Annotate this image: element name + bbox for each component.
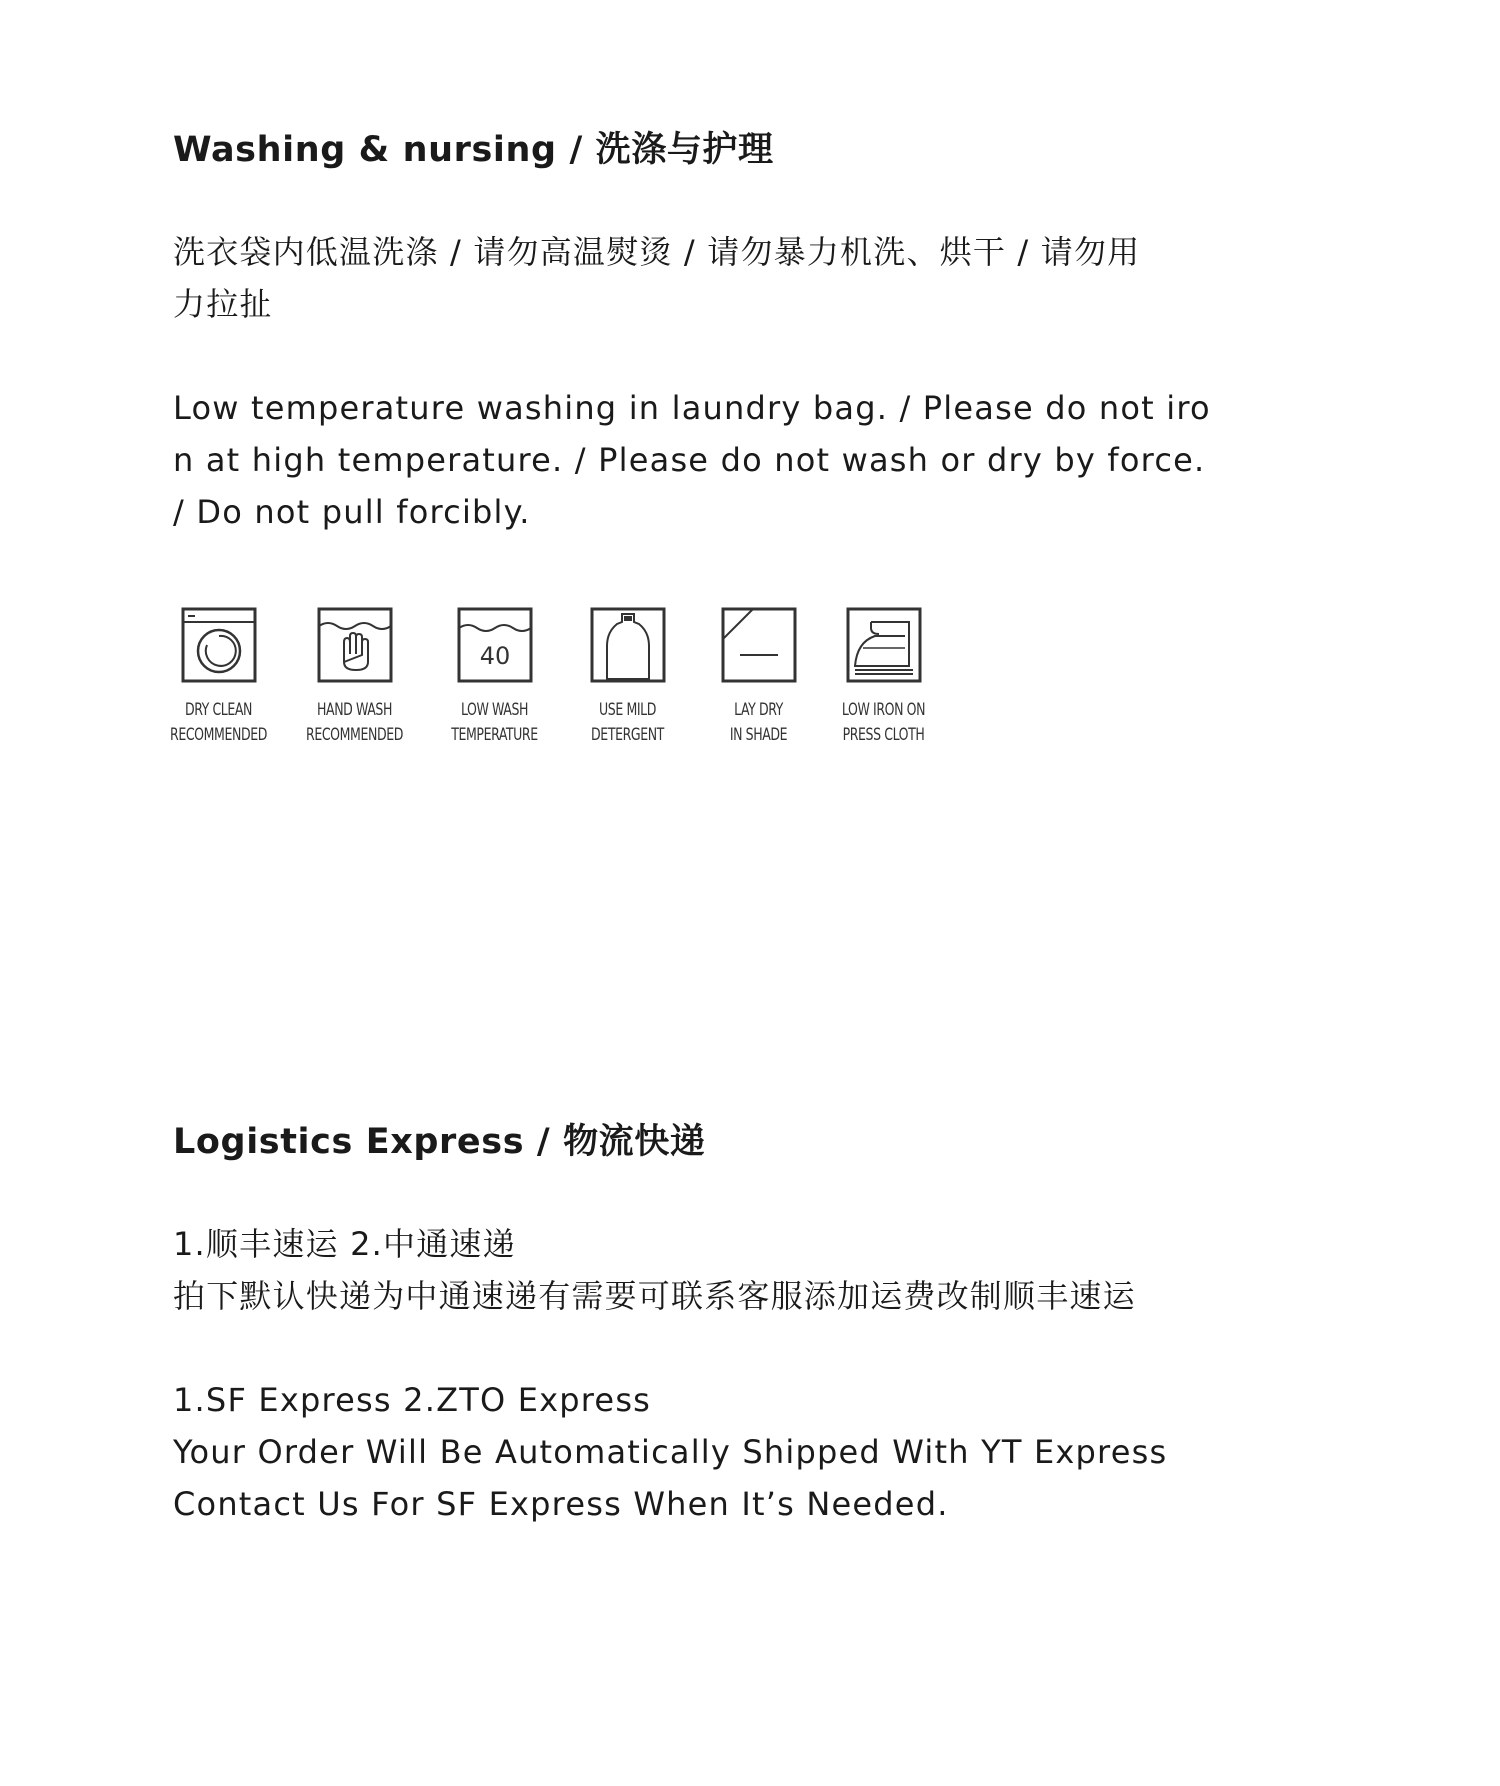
logistics-heading: Logistics Express / 物流快递 bbox=[173, 1122, 706, 1162]
care-icons-row bbox=[171, 606, 971, 756]
care-item-lay-dry bbox=[696, 606, 821, 748]
logistics-cn-line: 拍下默认快递为中通速递有需要可联系客服添加运费改制顺丰速运 bbox=[173, 1277, 1136, 1315]
care-item-dry-clean bbox=[156, 606, 281, 748]
detergent-bottle-icon bbox=[589, 606, 667, 684]
caption-line: PRESS CLOTH bbox=[842, 725, 925, 745]
care-cn-line: 洗衣袋内低温洗涤 / 请勿高温熨烫 / 请勿暴力机洗、烘干 / 请勿用 bbox=[173, 233, 1141, 271]
care-caption bbox=[576, 698, 679, 748]
iron-press-cloth-icon bbox=[845, 606, 923, 684]
care-cn-line: 力拉扯 bbox=[173, 285, 273, 323]
care-en-line: n at high temperature. / Please do not wash or dry by force. bbox=[173, 441, 1206, 479]
caption-line: RECOMMENDED bbox=[170, 725, 267, 745]
care-item-mild-detergent bbox=[565, 606, 690, 748]
logistics-en-line: Your Order Will Be Automatically Shipped With YT Express bbox=[173, 1433, 1168, 1471]
care-en-line: / Do not pull forcibly. bbox=[173, 493, 531, 531]
care-en-line: Low temperature washing in laundry bag. / Please do not iro bbox=[173, 389, 1211, 427]
care-caption bbox=[832, 698, 935, 748]
caption-line: RECOMMENDED bbox=[306, 725, 403, 745]
care-item-low-wash bbox=[432, 606, 557, 748]
care-instructions-en bbox=[173, 382, 1343, 538]
lay-dry-shade-icon bbox=[720, 606, 798, 684]
care-section bbox=[173, 128, 1343, 538]
logistics-en-line: 1.SF Express 2.ZTO Express bbox=[173, 1381, 652, 1419]
care-item-low-iron bbox=[821, 606, 946, 748]
logistics-section bbox=[173, 1120, 1343, 1530]
wash-temperature-number: 40 bbox=[479, 642, 510, 670]
caption-line: HAND WASH bbox=[317, 700, 392, 720]
caption-line: DETERGENT bbox=[591, 725, 664, 745]
logistics-en-line: Contact Us For SF Express When It’s Needed. bbox=[173, 1485, 949, 1523]
care-instructions-cn bbox=[173, 226, 1343, 330]
care-caption bbox=[443, 698, 546, 748]
care-caption bbox=[303, 698, 406, 748]
wash-40-icon bbox=[456, 606, 534, 684]
caption-line: LAY DRY bbox=[734, 700, 783, 720]
caption-line: LOW IRON ON bbox=[841, 700, 926, 720]
care-caption bbox=[707, 698, 810, 748]
washing-machine-icon bbox=[180, 606, 258, 684]
logistics-cn-line: 1.顺丰速运 2.中通速递 bbox=[173, 1225, 516, 1263]
care-heading: Washing & nursing / 洗涤与护理 bbox=[173, 130, 774, 170]
caption-line: TEMPERATURE bbox=[451, 725, 538, 745]
caption-line: LOW WASH bbox=[460, 700, 529, 720]
logistics-info-en bbox=[173, 1374, 1343, 1530]
care-item-hand-wash bbox=[292, 606, 417, 748]
caption-line: USE MILD bbox=[599, 700, 656, 720]
hand-wash-icon bbox=[316, 606, 394, 684]
caption-line: DRY CLEAN bbox=[184, 700, 253, 720]
care-caption bbox=[167, 698, 270, 748]
caption-line: IN SHADE bbox=[729, 725, 788, 745]
logistics-info-cn bbox=[173, 1218, 1343, 1322]
